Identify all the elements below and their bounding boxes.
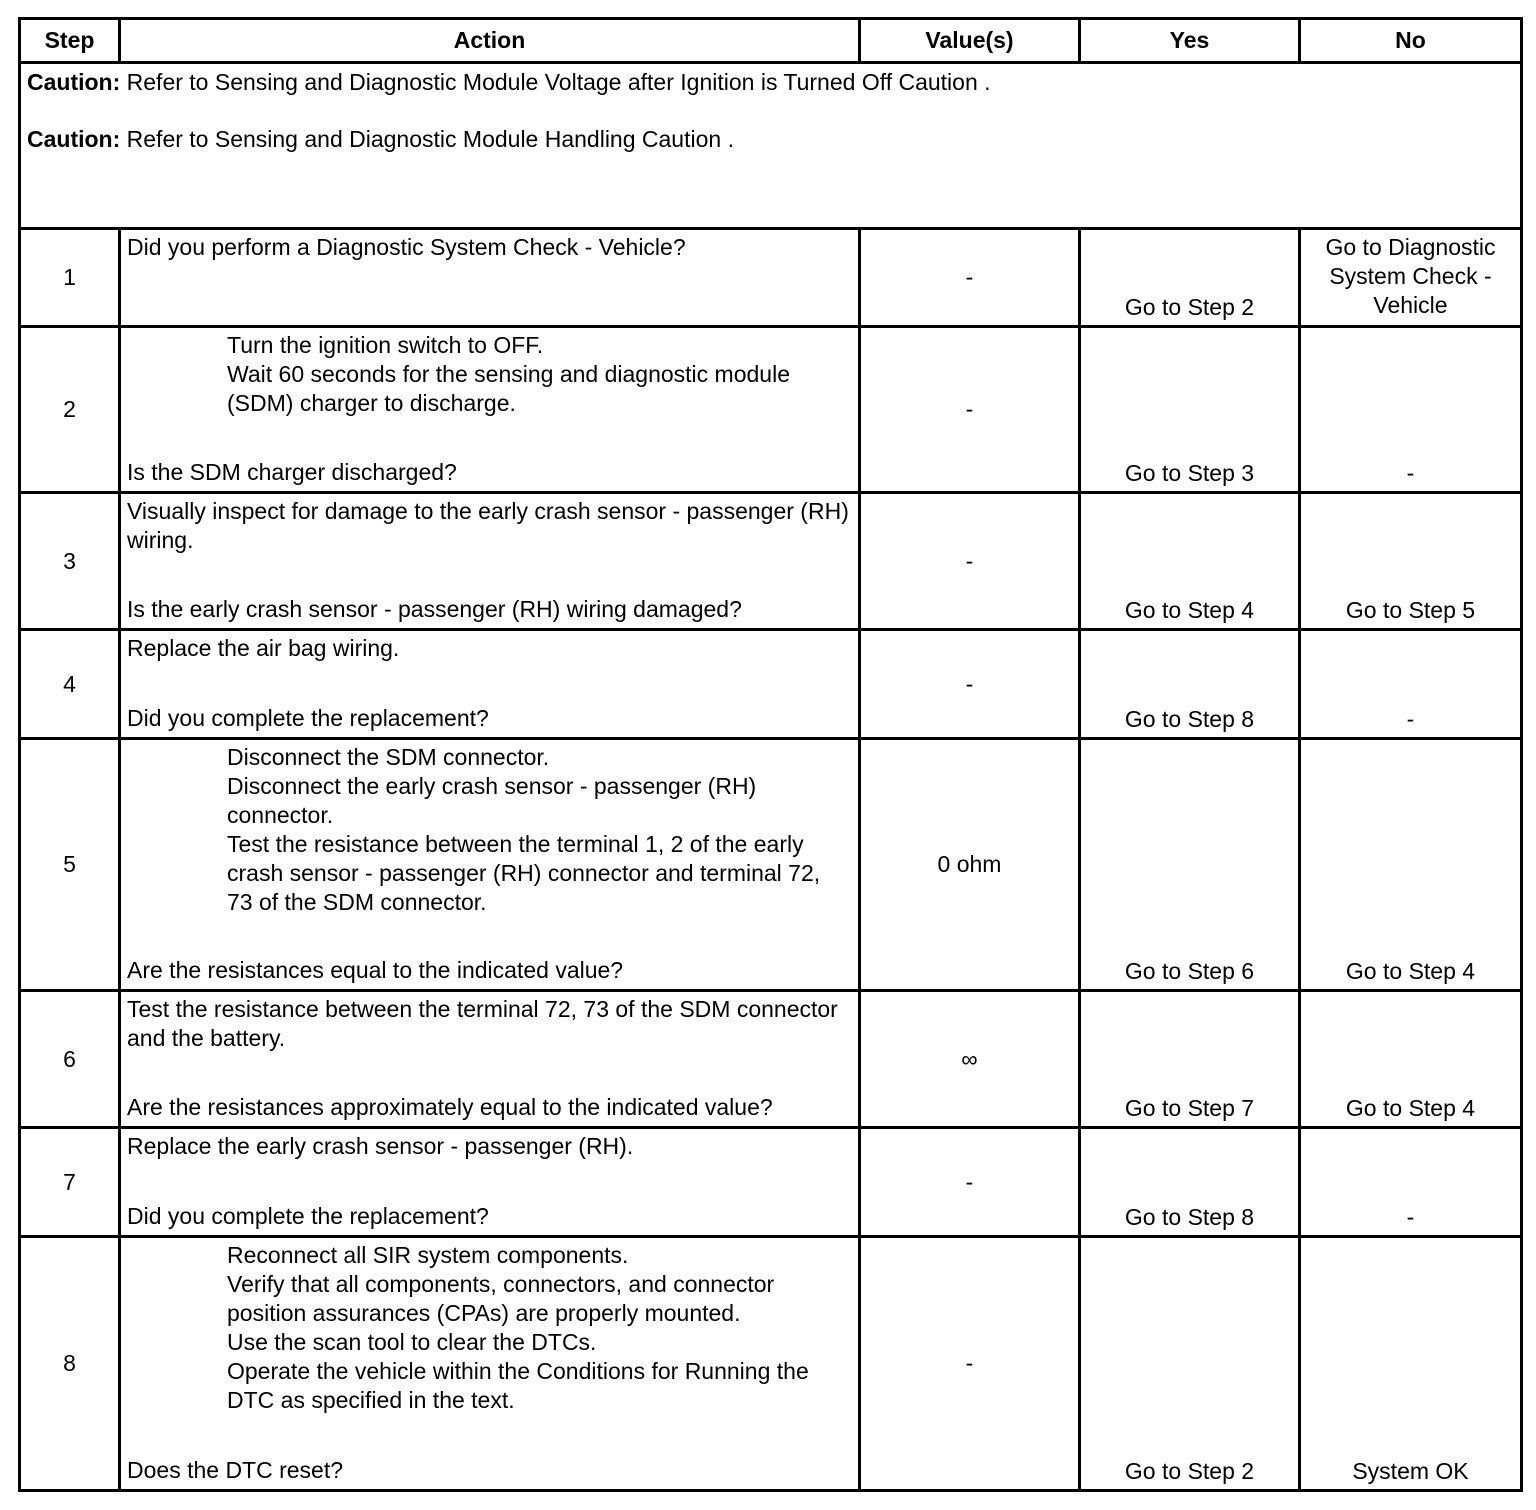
yes-cell: Go to Step 3 [1080,327,1300,493]
step-number: 2 [20,327,120,493]
action-step: Disconnect the SDM connector. [227,744,550,770]
action-text: Visually inspect for damage to the early crash sensor - passenger (RH) wiring. [127,498,849,553]
action-instructions [127,233,852,262]
action-text: Did you perform a Diagnostic System Check - Vehicle? [127,234,686,260]
caution-1-label: Caution: [27,69,121,95]
value-cell: ∞ [860,991,1080,1128]
action-instructions [127,497,852,555]
action-cell [120,630,860,739]
action-content [127,1241,852,1485]
value-cell: - [860,1237,1080,1491]
action-cell [120,991,860,1128]
no-cell: - [1300,327,1522,493]
action-content [127,634,852,733]
action-text: Replace the early crash sensor - passenger (RH). [127,1133,634,1159]
action-text: Replace the air bag wiring. [127,635,400,661]
action-steps-list [127,331,852,418]
header-no: No [1300,19,1522,63]
value-cell: - [860,630,1080,739]
step-number: 7 [20,1128,120,1237]
action-content [127,233,852,321]
action-cell [120,1237,860,1491]
value-cell: - [860,327,1080,493]
header-action: Action [120,19,860,63]
action-instructions [127,331,852,418]
step-number: 4 [20,630,120,739]
action-question: Did you complete the replacement? [127,705,489,731]
action-question: Is the SDM charger discharged? [127,459,457,485]
action-question: Did you complete the replacement? [127,1203,489,1229]
value-cell: 0 ohm [860,739,1080,991]
diagnostic-table [18,17,1523,1492]
action-content [127,743,852,985]
action-step: Reconnect all SIR system components. [227,1242,629,1268]
no-cell: Go to Step 4 [1300,739,1522,991]
yes-cell: Go to Step 6 [1080,739,1300,991]
yes-cell: Go to Step 8 [1080,1128,1300,1237]
header-step: Step [20,19,120,63]
action-content [127,995,852,1122]
table-row [20,1128,1522,1237]
step-number: 5 [20,739,120,991]
caution-cell [20,63,1522,229]
action-cell [120,229,860,327]
action-step: Verify that all components, connectors, and connector position assurances (CPAs) are properly mounted. [227,1271,775,1326]
action-steps-list [127,743,852,917]
table-row [20,493,1522,630]
action-cell [120,493,860,630]
action-cell [120,739,860,991]
caution-2-label: Caution: [27,126,121,152]
header-yes: Yes [1080,19,1300,63]
step-number: 6 [20,991,120,1128]
action-content [127,497,852,624]
action-instructions [127,995,852,1053]
action-question: Is the early crash sensor - passenger (RH) wiring damaged? [127,596,742,622]
action-text: Test the resistance between the terminal 72, 73 of the SDM connector and the battery. [127,996,838,1051]
table-row [20,327,1522,493]
caution-2 [27,125,1514,154]
no-cell: Go to Step 5 [1300,493,1522,630]
action-step: Use the scan tool to clear the DTCs. [227,1329,597,1355]
no-cell: - [1300,630,1522,739]
action-content [127,331,852,487]
table-row [20,739,1522,991]
header-row [20,19,1522,63]
action-instructions [127,1132,852,1161]
action-step: Turn the ignition switch to OFF. [227,332,544,358]
action-step: Operate the vehicle within the Conditions for Running the DTC as specified in the text. [227,1358,809,1413]
action-step: Wait 60 seconds for the sensing and diagnostic module (SDM) charger to discharge. [227,361,790,416]
value-cell: - [860,1128,1080,1237]
action-cell [120,327,860,493]
action-question: Does the DTC reset? [127,1457,344,1483]
caution-2-text: Refer to Sensing and Diagnostic Module Handling Caution . [120,126,734,152]
action-content [127,1132,852,1231]
no-cell: System OK [1300,1237,1522,1491]
action-instructions [127,634,852,663]
step-number: 8 [20,1237,120,1491]
no-cell: Go to Step 4 [1300,991,1522,1128]
no-cell: Go to Diagnostic System Check - Vehicle [1300,229,1522,327]
value-cell: - [860,493,1080,630]
yes-cell: Go to Step 4 [1080,493,1300,630]
header-values: Value(s) [860,19,1080,63]
action-instructions [127,743,852,917]
yes-cell: Go to Step 2 [1080,1237,1300,1491]
table-row [20,991,1522,1128]
action-question: Are the resistances equal to the indicated value? [127,957,624,983]
step-number: 1 [20,229,120,327]
caution-1-text: Refer to Sensing and Diagnostic Module Voltage after Ignition is Turned Off Caution . [120,69,991,95]
no-cell: - [1300,1128,1522,1237]
action-question: Are the resistances approximately equal to the indicated value? [127,1094,773,1120]
yes-cell: Go to Step 2 [1080,229,1300,327]
table-row [20,630,1522,739]
action-instructions [127,1241,852,1415]
action-steps-list [127,1241,852,1415]
value-cell: - [860,229,1080,327]
caution-row [20,63,1522,229]
yes-cell: Go to Step 8 [1080,630,1300,739]
action-step: Test the resistance between the terminal 1, 2 of the early crash sensor - passenger (RH) connector and terminal 72, 73 of the SDM connector. [227,831,821,915]
step-number: 3 [20,493,120,630]
caution-1 [27,68,1514,97]
action-step: Disconnect the early crash sensor - passenger (RH) connector. [227,773,757,828]
yes-cell: Go to Step 7 [1080,991,1300,1128]
action-cell [120,1128,860,1237]
table-row [20,1237,1522,1491]
table-row [20,229,1522,327]
